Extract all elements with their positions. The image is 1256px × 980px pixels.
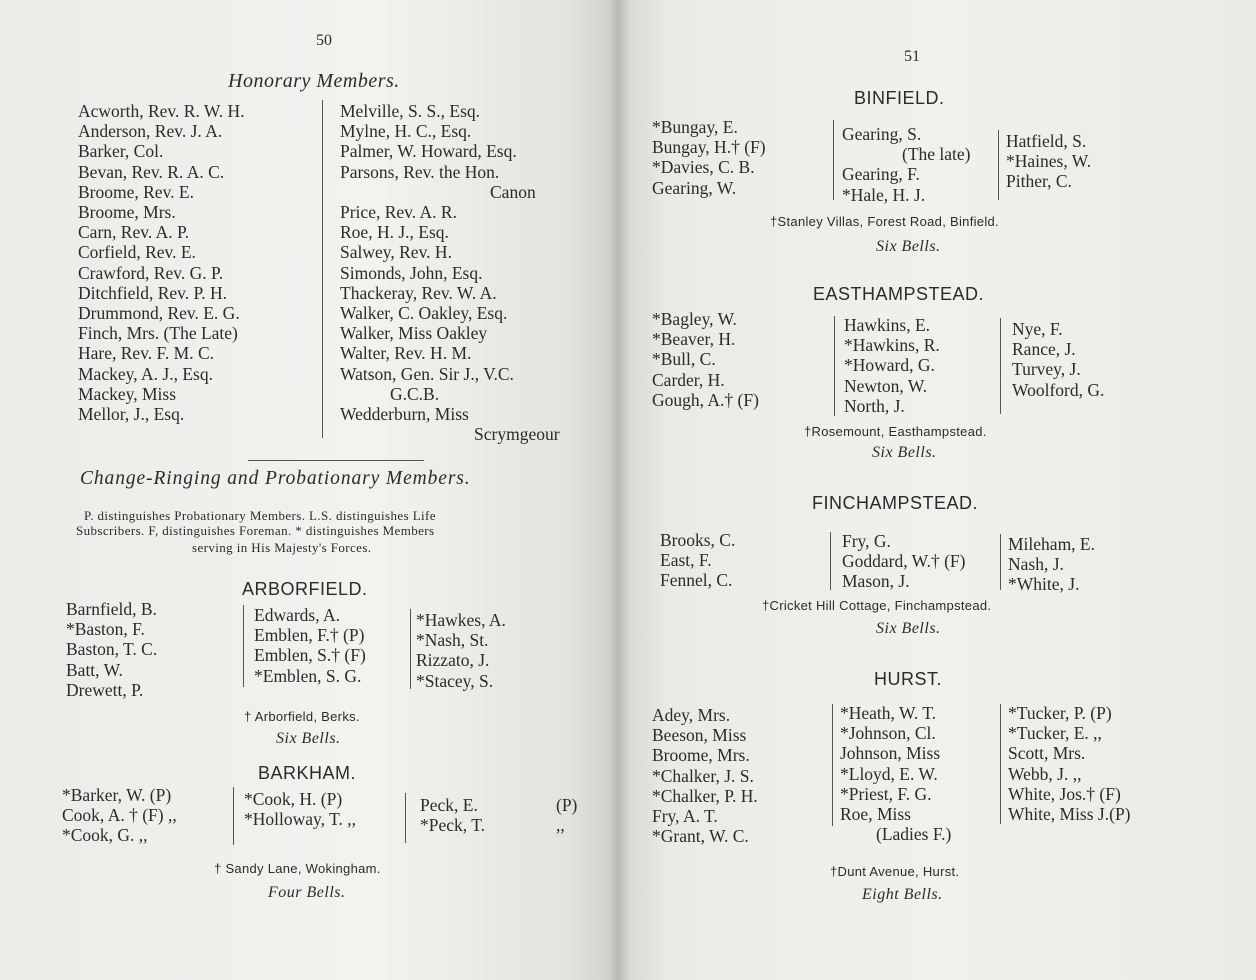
member-entry: *Cook, G. ,, <box>62 825 148 846</box>
member-entry: *Stacey, S. <box>416 670 494 691</box>
binfield-col2 <box>842 124 971 205</box>
member-entry: Drewett, P. <box>66 679 144 700</box>
member-entry: *Johnson, Cl. <box>840 723 936 744</box>
binfield-address: †Stanley Villas, Forest Road, Binfield. <box>770 214 999 229</box>
member-entry: (Ladies F.) <box>876 824 952 845</box>
member-entry: Salwey, Rev. H. <box>340 242 452 263</box>
member-entry: Mason, J. <box>842 571 910 592</box>
member-entry: Wedderburn, Miss <box>340 404 469 425</box>
page-number: 50 <box>316 32 332 49</box>
member-entry: Webb, J. ,, <box>1008 763 1082 784</box>
member-entry: Goddard, W.† (F) <box>842 551 966 572</box>
arborfield-col1 <box>66 599 157 700</box>
member-entry: *White, J. <box>1008 574 1080 595</box>
member-entry: Rizzato, J. <box>416 650 490 671</box>
member-entry: Broome, Mrs. <box>652 745 750 766</box>
member-entry: *Grant, W. C. <box>652 826 749 847</box>
member-entry: Mackey, Miss <box>78 383 177 404</box>
member-entry: (P) <box>556 795 578 815</box>
member-entry: Fry, A. T. <box>652 806 718 827</box>
parish-barkham: BARKHAM. <box>258 763 357 783</box>
member-entry: Nash, J. <box>1008 554 1064 575</box>
member-entry: Mackey, A. J., Esq. <box>78 363 213 384</box>
member-entry: *Hawkes, A. <box>416 610 506 630</box>
book-gutter <box>608 0 630 980</box>
easthampstead-bells: Six Bells. <box>872 444 937 461</box>
member-entry: Gearing, W. <box>652 177 737 198</box>
member-entry: *Tucker, E. ,, <box>1008 723 1102 744</box>
arborfield-col3 <box>416 610 506 691</box>
member-entry: Palmer, W. Howard, Esq. <box>340 141 517 162</box>
member-entry: Baston, T. C. <box>66 639 158 660</box>
member-entry: *Haines, W. <box>1006 151 1092 172</box>
parish-easthampstead: EASTHAMPSTEAD. <box>813 284 985 304</box>
finchampstead-bells: Six Bells. <box>876 620 941 637</box>
member-entry: *Hawkins, R. <box>844 335 940 356</box>
member-entry: Mellor, J., Esq. <box>78 404 185 425</box>
arborfield-col2 <box>254 605 366 686</box>
member-entry: *Hale, H. J. <box>842 184 926 205</box>
member-entry: *Nash, St. <box>416 630 489 651</box>
member-entry: Carn, Rev. A. P. <box>78 222 190 243</box>
member-entry: Brooks, C. <box>660 530 736 550</box>
member-entry: Corfield, Rev. E. <box>78 242 196 263</box>
member-entry: G.C.B. <box>390 383 440 404</box>
section-rule <box>248 460 424 461</box>
member-entry: *Bull, C. <box>652 349 716 370</box>
column-divider <box>830 532 831 590</box>
member-entry: Beeson, Miss <box>652 725 747 746</box>
arborfield-bells: Six Bells. <box>276 730 341 747</box>
finchampstead-address: †Cricket Hill Cottage, Finchampstead. <box>762 598 992 613</box>
member-entry: *Davies, C. B. <box>652 157 755 178</box>
member-entry: Canon <box>490 181 536 202</box>
member-entry: Nye, F. <box>1012 319 1063 339</box>
member-entry: Gearing, F. <box>842 164 920 185</box>
column-divider <box>243 605 244 687</box>
column-divider <box>1000 318 1001 414</box>
member-entry: Hawkins, E. <box>844 315 931 335</box>
parish-finchampstead: FINCHAMPSTEAD. <box>812 493 979 513</box>
column-divider <box>1000 534 1001 590</box>
member-entry: Turvey, J. <box>1012 359 1081 380</box>
finchampstead-col2 <box>842 531 965 592</box>
legend-note-2: Subscribers. F, distinguishes Foreman. * distinguishes Members <box>76 523 435 538</box>
member-entry: Price, Rev. A. R. <box>340 202 457 223</box>
barkham-col1 <box>62 785 177 846</box>
finchampstead-col3 <box>1008 534 1095 595</box>
parish-hurst: HURST. <box>874 669 943 689</box>
member-entry: Acworth, Rev. R. W. H. <box>78 101 245 121</box>
barkham-col4 <box>556 795 577 835</box>
member-entry: (The late) <box>902 144 971 165</box>
member-entry: *Peck, T. <box>420 815 485 836</box>
member-entry: Emblen, S.† (F) <box>254 645 366 666</box>
member-entry: *Chalker, P. H. <box>652 785 758 806</box>
legend-note-1: P. distinguishes Probationary Members. L.S. distinguishes Life <box>84 508 436 523</box>
member-entry: Walker, Miss Oakley <box>340 323 488 344</box>
barkham-col3 <box>420 795 485 835</box>
member-entry: Carder, H. <box>652 369 725 390</box>
member-entry: Adey, Mrs. <box>652 705 731 725</box>
column-divider <box>1000 704 1001 824</box>
member-entry: Edwards, A. <box>254 605 341 625</box>
legend-note-3: serving in His Majesty's Forces. <box>192 540 372 555</box>
binfield-col3 <box>1006 131 1091 192</box>
page-number: 51 <box>904 48 920 65</box>
hurst-address: †Dunt Avenue, Hurst. <box>830 864 960 879</box>
member-entry: Bevan, Rev. R. A. C. <box>78 161 225 182</box>
member-entry: Woolford, G. <box>1012 379 1105 400</box>
left-page <box>0 0 618 980</box>
honorary-col1 <box>78 101 245 424</box>
member-entry: Mileham, E. <box>1008 534 1095 554</box>
member-entry: Gough, A.† (F) <box>652 389 759 410</box>
hurst-col3 <box>1008 703 1131 824</box>
member-entry: *Beaver, H. <box>652 329 736 350</box>
member-entry: White, Jos.† (F) <box>1008 783 1121 804</box>
column-divider <box>832 704 833 826</box>
member-entry: ,, <box>556 815 565 836</box>
member-entry: Walker, C. Oakley, Esq. <box>340 303 508 324</box>
member-entry: Hatfield, S. <box>1006 131 1087 151</box>
member-entry: Walter, Rev. H. M. <box>340 343 472 364</box>
member-entry: Drummond, Rev. E. G. <box>78 303 240 324</box>
binfield-col1 <box>652 117 766 198</box>
member-entry: Rance, J. <box>1012 339 1076 360</box>
member-entry: Barker, Col. <box>78 141 164 162</box>
member-entry: Simonds, John, Esq. <box>340 262 483 283</box>
easthampstead-address: †Rosemount, Easthampstead. <box>804 424 987 439</box>
member-entry: Scott, Mrs. <box>1008 743 1086 764</box>
member-entry: Watson, Gen. Sir J., V.C. <box>340 363 514 384</box>
parish-binfield: BINFIELD. <box>854 88 945 108</box>
member-entry: Hare, Rev. F. M. C. <box>78 343 214 364</box>
member-entry: Broome, Mrs. <box>78 202 176 223</box>
member-entry: *Priest, F. G. <box>840 783 932 804</box>
barkham-address: † Sandy Lane, Wokingham. <box>214 861 381 876</box>
member-entry: *Bungay, E. <box>652 117 738 137</box>
member-entry: Crawford, Rev. G. P. <box>78 262 224 283</box>
member-entry: Emblen, F.† (P) <box>254 625 365 646</box>
member-entry: *Lloyd, E. W. <box>840 763 938 784</box>
member-entry: *Barker, W. (P) <box>62 785 172 805</box>
member-entry: Melville, S. S., Esq. <box>340 101 481 121</box>
member-entry: North, J. <box>844 395 905 416</box>
column-divider <box>998 130 999 200</box>
column-divider <box>834 316 835 416</box>
easthampstead-col3 <box>1012 319 1104 400</box>
member-entry: Roe, H. J., Esq. <box>340 222 449 243</box>
member-entry: Bungay, H.† (F) <box>652 137 766 158</box>
member-entry: Newton, W. <box>844 375 928 396</box>
member-entry: White, Miss J.(P) <box>1008 804 1131 825</box>
member-entry: East, F. <box>660 550 712 571</box>
column-divider <box>233 787 234 845</box>
barkham-bells: Four Bells. <box>268 884 346 901</box>
member-entry: *Tucker, P. (P) <box>1008 703 1112 723</box>
column-divider <box>833 120 834 200</box>
hurst-bells: Eight Bells. <box>862 886 943 903</box>
member-entry: Gearing, S. <box>842 124 922 144</box>
member-entry: *Chalker, J. S. <box>652 765 754 786</box>
arborfield-address: † Arborfield, Berks. <box>244 709 360 724</box>
easthampstead-col1 <box>652 309 759 410</box>
member-entry: *Heath, W. T. <box>840 703 937 723</box>
member-entry: *Holloway, T. ,, <box>244 809 356 830</box>
member-entry: *Baston, F. <box>66 619 145 640</box>
member-entry: Pither, C. <box>1006 171 1072 192</box>
member-entry: Parsons, Rev. the Hon. <box>340 161 500 182</box>
member-entry: Barnfield, B. <box>66 599 157 619</box>
member-entry: Fry, G. <box>842 531 891 551</box>
hurst-col2 <box>840 703 951 844</box>
easthampstead-col2 <box>844 315 940 416</box>
member-entry: Fennel, C. <box>660 570 733 591</box>
member-entry: Scrymgeour <box>474 424 560 445</box>
parish-arborfield: ARBORFIELD. <box>242 579 368 599</box>
member-entry: *Emblen, S. G. <box>254 665 362 686</box>
member-entry: *Cook, H. (P) <box>244 789 343 809</box>
member-entry: Anderson, Rev. J. A. <box>78 121 223 142</box>
member-entry: Peck, E. <box>420 795 478 815</box>
member-entry: Cook, A. † (F) ,, <box>62 805 177 826</box>
member-entry: Ditchfield, Rev. P. H. <box>78 282 228 303</box>
change-ringing-title: Change-Ringing and Probationary Members. <box>80 468 471 489</box>
member-entry: Broome, Rev. E. <box>78 181 194 202</box>
member-entry: Thackeray, Rev. W. A. <box>340 282 497 303</box>
column-divider <box>405 793 406 843</box>
column-divider <box>410 609 411 689</box>
barkham-col2 <box>244 789 356 829</box>
member-entry: Mylne, H. C., Esq. <box>340 121 472 142</box>
binfield-bells: Six Bells. <box>876 238 941 255</box>
honorary-title: Honorary Members. <box>228 70 400 92</box>
member-entry: Batt, W. <box>66 659 123 680</box>
member-entry: *Howard, G. <box>844 355 935 376</box>
finchampstead-col1 <box>660 530 735 591</box>
right-page <box>618 0 1256 980</box>
member-entry: Roe, Miss <box>840 804 911 825</box>
column-divider <box>322 100 323 438</box>
member-entry: *Bagley, W. <box>652 309 737 329</box>
member-entry: Finch, Mrs. (The Late) <box>78 323 238 344</box>
member-entry: Johnson, Miss <box>840 743 941 764</box>
honorary-col2 <box>340 101 560 444</box>
hurst-col1 <box>652 705 758 846</box>
